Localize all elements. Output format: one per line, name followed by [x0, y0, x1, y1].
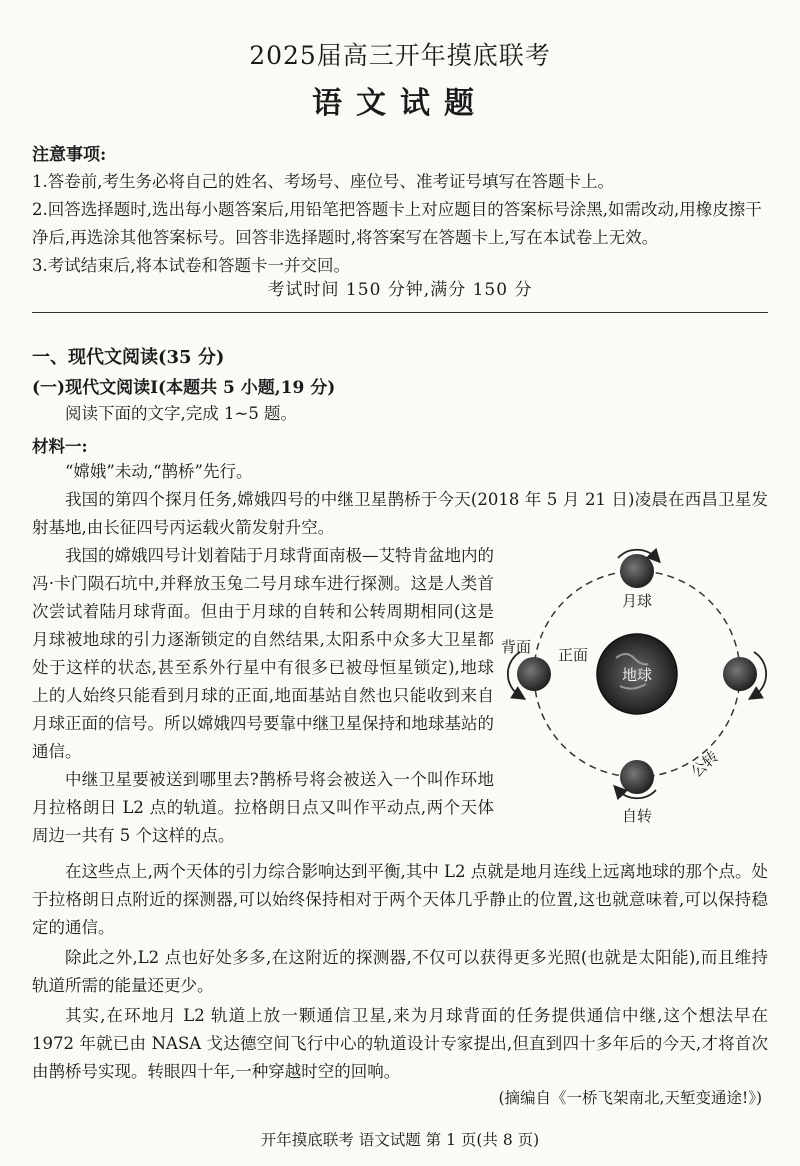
far-side-label: 背面: [501, 638, 532, 656]
moon-bottom-icon: [620, 760, 654, 794]
passage-paragraph-3: 我国的嫦娥四号计划着陆于月球背面南极—艾特肯盆地内的冯·卡门陨石坑中,并释放玉兔二号月球车进行探测。这是人类首次尝试着陆月球背面。但由于月球的自转和公转周期相同(这是月球被地球的引力逐渐锁定的自然结果,太阳系中众多大卫星都处于这样的状态,甚至系外行星中有很多已被母恒星锁定),地球上的人始终只能看到月球的正面,地面基站自然也只能收到来自月球正面的信号。所以嫦娥四号要靠中继卫星保持和地球基站的通信。: [32, 546, 494, 761]
passage-paragraph-5: 在这些点上,两个天体的引力综合影响达到平衡,其中 L2 点就是地月连线上远离地球的那个点。处于拉格朗日点附近的探测器,可以始终保持相对于两个天体几乎静止的位置,这也就意味着,可以保持稳定的通信。: [32, 862, 768, 937]
earth-label: 地球: [621, 666, 653, 684]
rotation-label: 自转: [621, 807, 653, 825]
citation: (摘编自《一桥飞架南北,天堑变通途!》): [498, 1089, 762, 1107]
section-subtitle: (一)现代文阅读Ⅰ(本题共 5 小题,19 分): [32, 378, 336, 398]
notice-item-3: 3.考试结束后,将本试卷和答题卡一并交回。: [32, 256, 350, 275]
notice-item-2: 2.回答选择题时,选出每小题答案后,用铅笔把答题卡上对应题目的答案标号涂黑,如需改动,用橡皮擦干净后,再选涂其他答案标号。回答非选择题时,将答案写在答题卡上,写在本试卷上无效。: [32, 200, 762, 247]
near-side-label: 正面: [558, 646, 589, 664]
divider: [32, 312, 768, 313]
passage-paragraph-6: 除此之外,L2 点也好处多多,在这附近的探测器,不仅可以获得更多光照(也就是太阳能),而且维持轨道所需的能量还更少。: [32, 948, 768, 995]
time-and-score: 考试时间 150 分钟,满分 150 分: [267, 280, 533, 300]
notice-heading: 注意事项:: [32, 145, 107, 165]
exam-title: 2025届高三开年摸底联考: [249, 41, 551, 70]
revolution-label: 公转: [687, 747, 722, 782]
moon-left-icon: [517, 657, 551, 691]
section-instruction: 阅读下面的文字,完成 1~5 题。: [65, 404, 298, 423]
passage-paragraph-4: 中继卫星要被送到哪里去?鹊桥号将会被送入一个叫作环地月拉格朗日 L2 点的轨道。拉格朗日点又叫作平动点,两个天体周边一共有 5 个这样的点。: [32, 770, 494, 845]
passage-paragraph-2: 我国的第四个探月任务,嫦娥四号的中继卫星鹊桥于今天(2018 年 5 月 21 日)凌晨在西昌卫星发射基地,由长征四号丙运载火箭发射升空。: [32, 490, 768, 537]
moon-right-icon: [723, 657, 757, 691]
material-label: 材料一:: [32, 437, 88, 456]
moon-label: 月球: [621, 592, 653, 610]
section-title: 一、现代文阅读(35 分): [32, 347, 225, 368]
page-footer: 开年摸底联考 语文试题 第 1 页(共 8 页): [260, 1131, 540, 1149]
subject-title: 语文试题: [312, 86, 488, 121]
passage-paragraph-1: “嫦娥”未动,“鹊桥”先行。: [65, 462, 253, 481]
earth-moon-orbit-diagram: [498, 540, 776, 840]
passage-paragraph-7: 其实,在环地月 L2 轨道上放一颗通信卫星,来为月球背面的任务提供通信中继,这个想法早在 1972 年就已由 NASA 戈达德空间飞行中心的轨道设计专家提出,但直到四十多年后的今天,才将首次由鹊桥号实现。转眼四十年,一种穿越时空的回响。: [32, 1006, 768, 1081]
moon-top-icon: [620, 554, 654, 588]
notice-item-1: 1.答卷前,考生务必将自己的姓名、考场号、座位号、准考证号填写在答题卡上。: [32, 172, 614, 191]
